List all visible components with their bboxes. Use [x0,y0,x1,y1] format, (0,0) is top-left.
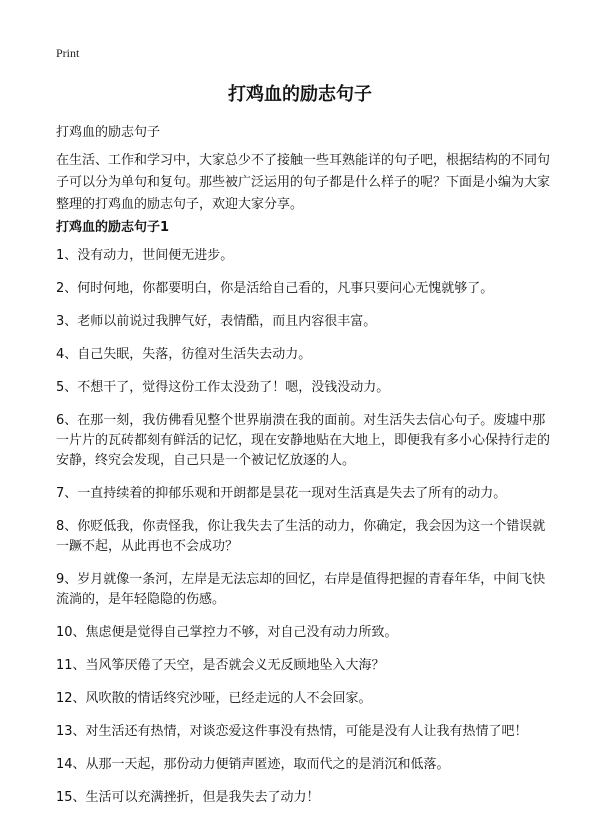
list-item: 14、从那一天起，那份动力便销声匿迹，取而代之的是消沉和低落。 [56,757,450,772]
list-item: 7、一直持续着的抑郁乐观和开朗都是昙花一现对生活真是失去了所有的动力。 [56,486,507,501]
list-item: 1、没有动力，世间便无进步。 [56,248,234,263]
list-item: 3、老师以前说过我脾气好，表情酷，而且内容很丰富。 [56,314,377,329]
page-title: 打鸡血的励志句子 [228,84,372,105]
list-item: 2、何时何地，你都要明白，你是活给自己看的，凡事只要问心无愧就够了。 [56,281,494,296]
print-link[interactable]: Print [56,46,80,60]
list-item: 13、对生活还有热情，对谈恋爱这件事没有热情，可能是没有人让我有热情了吧！ [56,724,528,739]
section-heading: 打鸡血的励志句子1 [56,220,170,235]
list-item: 4、自己失眠，失落，彷徨对生活失去动力。 [56,347,312,362]
list-item: 9、岁月就像一条河，左岸是无法忘却的回忆，右岸是值得把握的青春年华，中间飞快流淌的，是年轻隐隐的伤感。 [56,572,546,607]
list-item: 6、在那一刻，我仿佛看见整个世界崩溃在我的面前。对生活失去信心句子。废墟中那一片片的瓦砖都刻有鲜活的记忆，现在安静地贴在大地上，即便我有多小心保持行走的安静，终究会发现，自己只是一个被记忆放逐的人。 [56,413,551,468]
list-item: 11、当风筝厌倦了天空，是否就会义无反顾地坠入大海？ [56,658,385,673]
list-item: 12、风吹散的情话终究沙哑，已经走远的人不会回家。 [56,691,372,706]
list-item: 10、焦虑便是觉得自己掌控力不够，对自己没有动力所致。 [56,625,398,640]
intro-paragraph: 在生活、工作和学习中，大家总少不了接触一些耳熟能详的句子吧，根据结构的不同句子可以分为单句和复句。那些被广泛运用的句子都是什么样子的呢？下面是小编为大家整理的打鸡血的励志句子，欢迎大家分享。 [56,153,551,212]
list-item: 5、不想干了，觉得这份工作太没劲了！嗯，没钱没动力。 [56,380,390,395]
list-item: 8、你贬低我，你责怪我，你让我失去了生活的动力，你确定，我会因为这一个错误就一蹶不起，从此再也不会成功？ [56,519,546,554]
quote-list [56,246,554,821]
list-item: 15、生活可以充满挫折，但是我失去了动力！ [56,790,320,805]
article-subtitle: 打鸡血的励志句子 [56,125,161,140]
